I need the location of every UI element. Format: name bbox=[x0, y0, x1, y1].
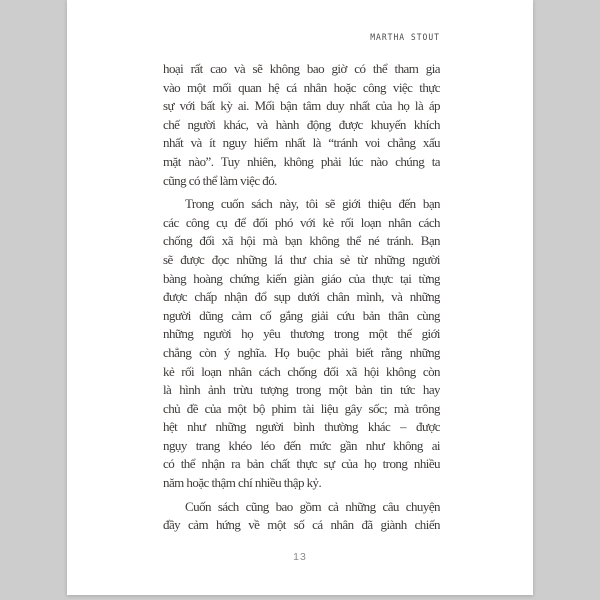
text-block bbox=[163, 60, 440, 535]
text-line: có thể nhận ra bản chất thực sự của họ trong nhiều bbox=[163, 456, 440, 472]
text-line: bàng hoàng chứng kiến giàn giáo của thực tại từng bbox=[163, 270, 440, 286]
text-line: các công cụ để đối phó với kẻ rối loạn nhân cách bbox=[163, 214, 440, 230]
text-line: mặt nào”. Tuy nhiên, không phải lúc nào chúng ta bbox=[163, 153, 440, 169]
text-line: đầy cảm hứng về một số cá nhân đã giành chiến bbox=[163, 517, 440, 533]
page-number: 13 bbox=[293, 551, 307, 563]
text-line: vào một mối quan hệ cá nhân hoặc công việc thực bbox=[163, 79, 440, 95]
text-line: ngụy trang khéo léo đến mức gần như không ai bbox=[163, 437, 440, 453]
text-line: kẻ rối loạn nhân cách chống đối xã hội không còn bbox=[163, 363, 440, 379]
text-line: sự với bất kỳ ai. Mối bận tâm duy nhất của họ là áp bbox=[163, 98, 440, 114]
paragraph bbox=[163, 498, 440, 535]
text-line: chế người khác, và hành động được khuyến khích bbox=[163, 116, 440, 132]
text-line: hệt như những người bình thường khác – được bbox=[163, 419, 440, 435]
text-line: Trong cuốn sách này, tôi sẽ giới thiệu đến bạn bbox=[185, 196, 440, 212]
text-line: hoại rất cao và sẽ không bao giờ có thể tham gia bbox=[163, 61, 440, 76]
text-line: người dũng cảm cố gắng giải cứu bản thân cùng bbox=[163, 307, 440, 323]
text-line: Cuốn sách cũng bao gồm cả những câu chuyện bbox=[185, 498, 440, 514]
text-line: chẳng còn ý nghĩa. Họ buộc phải biết rằng những bbox=[163, 344, 440, 360]
text-line: cũng có thể làm việc đó. bbox=[163, 172, 277, 188]
text-line: những người họ yêu thương trong một thế giới bbox=[163, 326, 440, 342]
text-line: là hình ảnh trừu tượng trong một bản tin tức hay bbox=[163, 382, 440, 398]
running-header: MARTHA STOUT bbox=[370, 32, 440, 43]
text-line: năm hoặc thậm chí nhiều thập kỷ. bbox=[163, 475, 322, 491]
paragraph bbox=[163, 60, 440, 190]
text-line: nhất và ít nguy hiểm nhất là “tránh voi chẳng xấu bbox=[163, 135, 440, 151]
text-line: chống đối xã hội mà bạn không thể né tránh. Bạn bbox=[163, 233, 440, 249]
text-line: được chấp nhận đổ sụp dưới chân mình, và những bbox=[163, 289, 440, 305]
text-line: chủ đề của một bộ phim tài liệu gây sốc; mà trông bbox=[163, 400, 440, 416]
paragraph bbox=[163, 195, 440, 493]
book-page bbox=[67, 0, 533, 595]
text-line: sẽ được đọc những lá thư chia sẻ từ những người bbox=[163, 251, 440, 267]
